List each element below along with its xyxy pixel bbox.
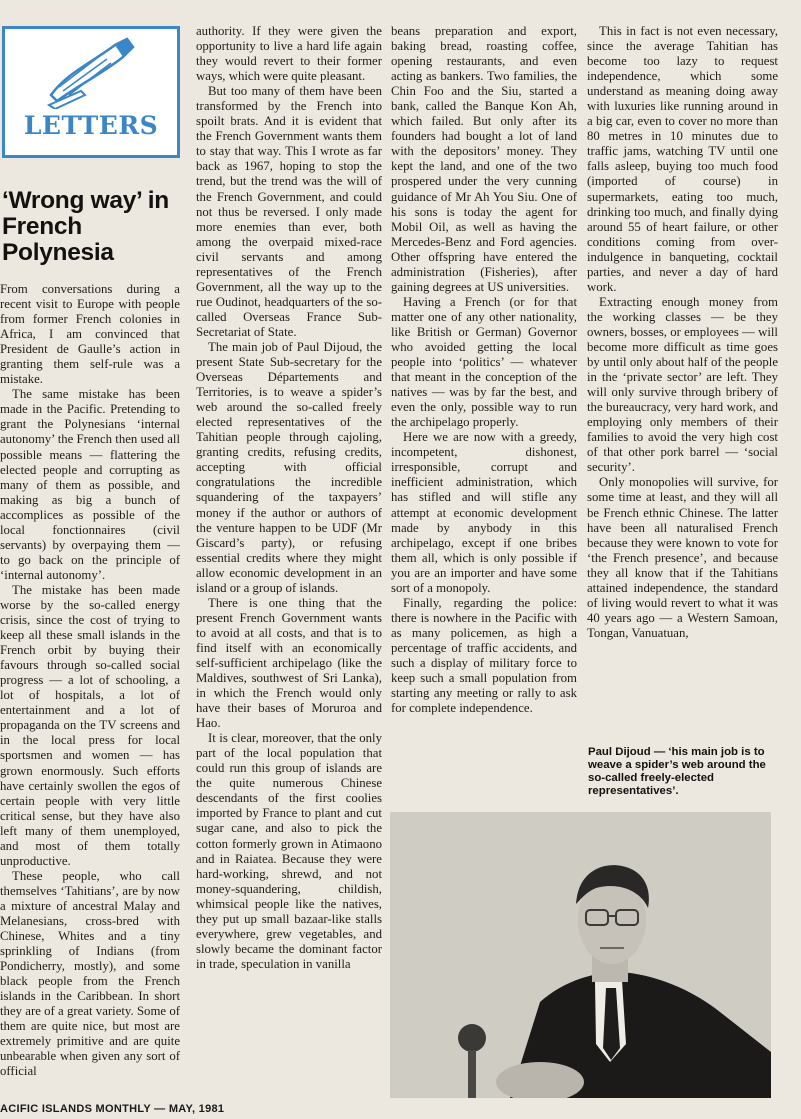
paragraph: But too many of them have been transformed by the French into spoilt brats. And it is evident that the French Government wants them to stay that way. This I wrote as far back as 1967, hoping to stop the trend, but the trend was the will of the French Government, and could not thus be reversed. I only made more enemies than ever, both among the overpaid mixed-race civil servants and among representatives of the French Government, all the way up to the rue Oudinot, headquarters of the so-called Overseas France Sub-Secretariat of State. [196,84,382,339]
article-column-4 [587,24,778,714]
article-headline: ‘Wrong way’ in French Polynesia [2,187,169,266]
paragraph: From conversations during a recent visit to Europe with people from former French colonies in Africa, I am convinced that President de Gaulle’s action in granting them self-rule was a mistake. [0,282,180,387]
paragraph: These people, who call themselves ‘Tahitians’, are by now a mixture of ancestral Malay and Melanesians, cross-bred with Chinese, Whites and a tiny sprinkling of Indians (from Pondicherry, mostly), and some black people from the French islands in the Caribbean. In short they are of a great variety. Some of them are quite nice, but most are extremely primitive and are quite unbearable when given any sort of official [0,868,180,1079]
section-label: LETTERS [23,111,159,140]
quill-bottle-icon [45,33,141,109]
article-column-3 [391,24,577,794]
portrait-photo [390,812,771,1098]
paragraph: The main job of Paul Dijoud, the present State Sub-secretary for the Overseas Départements and Territories, is to weave a spider’s web around the so-called freely elected representatives of the Tahitian people through cajoling, granting credits, refusing credits, accepting with official congratulations the incredible squandering of the taxpayers’ money if the author or authors of the venture happen to be UDF (Mr Giscard’s party), or refusing essential credits where they might allow economic development in an island or a group of islands. [196,339,382,595]
photo-caption: Paul Dijoud — ‘his main job is to weave a spider’s web around the so-called freely-elected representatives’. [588,746,766,797]
paragraph: beans preparation and export, baking bread, roasting coffee, opening restaurants, and even acting as bankers. Two families, the Chin Foo and the Siu, started a bank, called the Banque Kon Ah, which failed. But only after its founders had bought a lot of land with the depositors’ money. They kept the land, and one of the two prospered under the very cunning guidance of Mr Ah You Siu. One of his sons is today the agent for Mobil Oil, as well as having the Mercedes-Benz and Ford agencies. Other offspring have entered the administration (Fisheries), after gaining degrees at US universities. [391,24,577,294]
paragraph: The mistake has been made worse by the so-called energy crisis, since the cost of trying to keep all these small islands in the French orbit by buying their favours through so-called social progress — a lot of schooling, a lot of hospitals, a lot of entertainment and a lot of propaganda on the TV screens and in the local press for local sportsmen and women — has grown enormously. Such efforts have certainly swollen the egos of certain people with very little critical sense, but they have also left many of them unemployed, and most of them totally unproductive. [0,582,180,868]
article-column-1 [0,282,180,1092]
paragraph: Only monopolies will survive, for some time at least, and they will all be French ethnic Chinese. The latter have been all naturalised French because they were known to vote for ‘the French presence’, and because they all know that if the Tahitians attained independence, the standard of living would revert to what it was 40 years ago — a Western Samoan, Tongan, Vanuatuan, [587,475,778,640]
paragraph: authority. If they were given the opportunity to live a hard life again they would revert to their former ways, which were quite pleasant. [196,24,382,84]
article-column-2 [196,24,382,1092]
paragraph: Extracting enough money from the working classes — be they owners, bosses, or employees — will become more difficult as time goes by until only about half of the people in the ‘private sector’ are left. They will only survive through bribery of the bureaucracy, very hard work, and employing only members of their families to avoid the very high cost of that other pork barrel — ‘social security’. [587,294,778,475]
paragraph: Finally, regarding the police: there is nowhere in the Pacific with as many policemen, as high a percentage of traffic accidents, and such a display of military force to keep such a small population from starting any meeting or rally to ask for complete independence. [391,595,577,716]
paragraph: It is clear, moreover, that the only part of the local population that could run this group of islands are the quite numerous Chinese descendants of the first coolies imported by France to plant and cut sugar cane, and also to pick the cotton formerly grown in Atimaono and in Raiatea. Because they were hard-working, shrewd, and not money-squandering, childish, whimsical people like the natives, they put up small bazaar-like stalls everywhere, grew vegetables, and slowly became the dominant factor in trade, speculation in vanilla [196,731,382,971]
paragraph: Here we are now with a greedy, incompetent, dishonest, irresponsible, corrupt and inefficient administration, which has stifled and will stifle any attempt at economic development made by anybody in this archipelago, except if one bribes them all, which is only possible if you are an importer and have some sort of a monopoly. [391,430,577,595]
letters-section-logo [2,26,180,158]
paragraph: The same mistake has been made in the Pacific. Pretending to grant the Polynesians ‘internal autonomy’ the French then used all possible means — flattering the elected people and corrupting as many of them as possible, and making as big a bunch of accomplices as possible of the local fonctionnaires (civil servants) by overpaying them — to go back on the principle of ‘internal autonomy’. [0,387,180,582]
paragraph: Having a French (or for that matter one of any other nationality, like British or German) Governor who avoided getting the local people into ‘politics’ — whatever that meant in the conception of the natives — was by far the best, and even the only, possible way to run the archipelago properly. [391,294,577,430]
paragraph: There is one thing that the present French Government wants to avoid at all costs, and that is to find itself with an economically self-sufficient archipelago (like the Maldives, southwest of Sri Lanka), in which the French would only have their bases of Moruroa and Hao. [196,595,382,731]
paragraph: This in fact is not even necessary, since the average Tahitian has become too lazy to request independence, which some understand as meaning doing away with luxuries like running around in a big car, even to cover no more than 80 metres in 10 minutes due to traffic jams, watching TV until one falls asleep, buying too much food (imported of course) in supermarkets, eating too much, drinking too much, and finally dying around 55 of heart failure, or other conditions coming from over-indulgence in banqueting, cocktail parties, and never a day of hard work. [587,24,778,294]
page-footer: ACIFIC ISLANDS MONTHLY — MAY, 1981 [0,1103,225,1115]
